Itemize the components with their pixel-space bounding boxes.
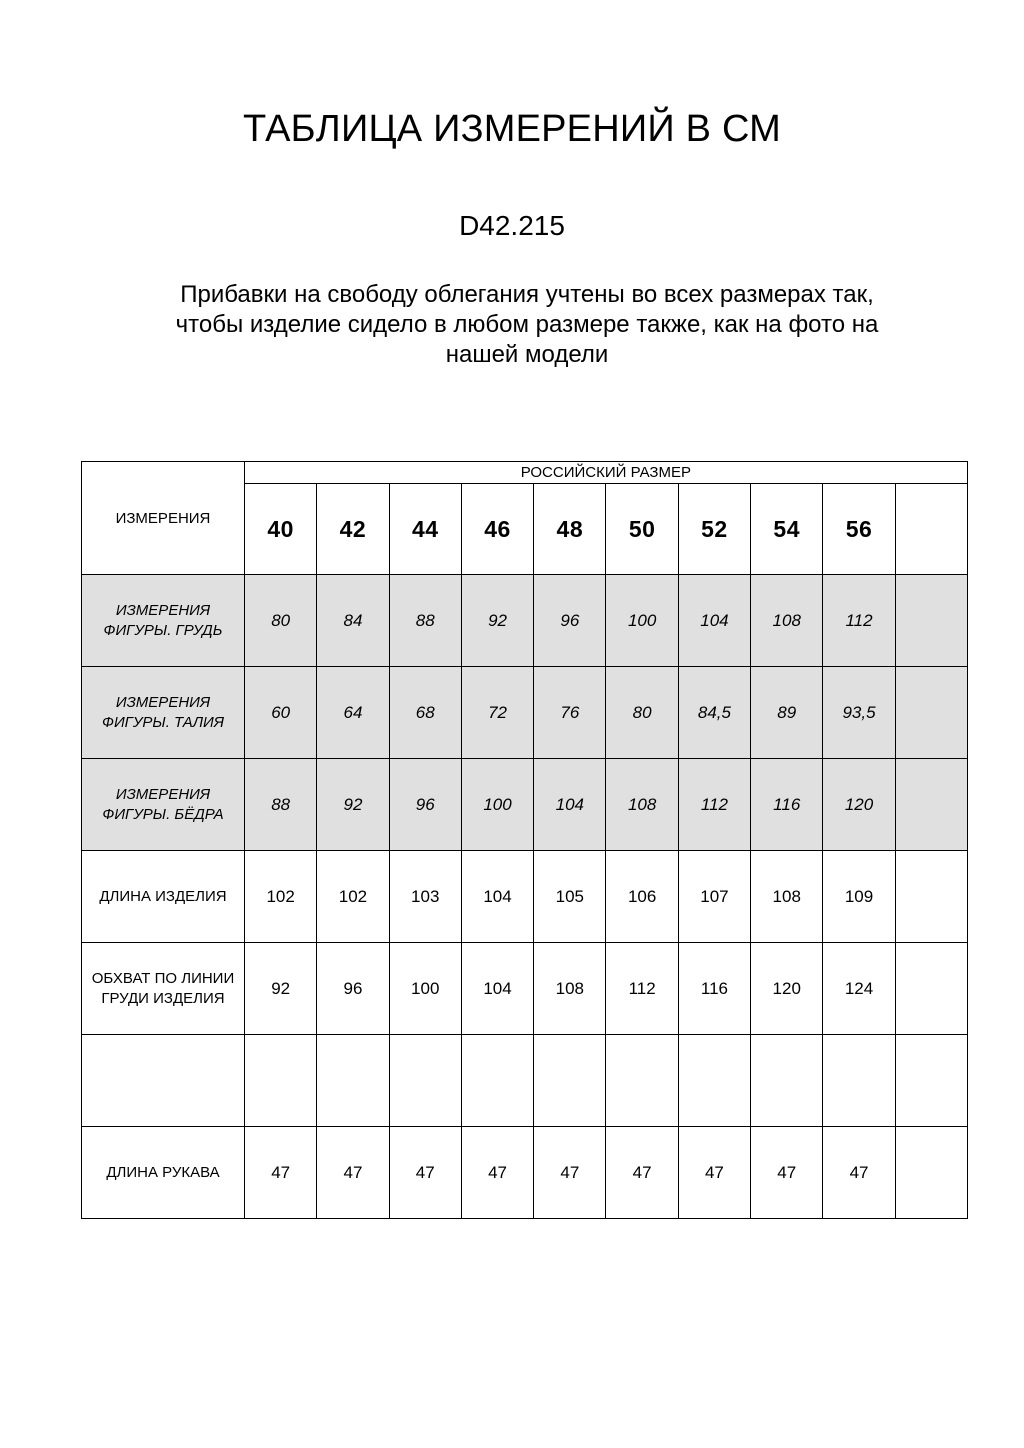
table-cell <box>895 759 967 851</box>
table-cell: 107 <box>678 851 750 943</box>
table-cell: 100 <box>606 575 678 667</box>
table-cell: 84,5 <box>678 667 750 759</box>
table-cell: 104 <box>678 575 750 667</box>
size-header-cell: 50 <box>606 484 678 575</box>
size-header-cell: 46 <box>461 484 533 575</box>
row-label: ИЗМЕРЕНИЯ ФИГУРЫ. ТАЛИЯ <box>82 667 245 759</box>
table-row <box>82 667 968 759</box>
table-cell <box>678 1035 750 1127</box>
table-cell: 93,5 <box>823 667 895 759</box>
table-cell: 96 <box>389 759 461 851</box>
table-cell <box>895 1035 967 1127</box>
table-cell: 116 <box>751 759 823 851</box>
table-cell: 100 <box>461 759 533 851</box>
table-cell: 47 <box>678 1127 750 1219</box>
size-table-body <box>82 575 968 1219</box>
table-row <box>82 851 968 943</box>
table-cell: 120 <box>823 759 895 851</box>
table-row <box>82 1127 968 1219</box>
table-cell: 96 <box>317 943 389 1035</box>
table-cell: 72 <box>461 667 533 759</box>
table-cell <box>245 1035 317 1127</box>
row-label: ДЛИНА РУКАВА <box>82 1127 245 1219</box>
table-cell: 108 <box>534 943 606 1035</box>
size-header-cell: 48 <box>534 484 606 575</box>
table-row <box>82 575 968 667</box>
row-label: ИЗМЕРЕНИЯ ФИГУРЫ. ГРУДЬ <box>82 575 245 667</box>
table-cell: 96 <box>534 575 606 667</box>
table-cell: 47 <box>389 1127 461 1219</box>
table-cell <box>895 575 967 667</box>
table-cell: 112 <box>678 759 750 851</box>
table-cell: 47 <box>461 1127 533 1219</box>
row-label <box>82 1035 245 1127</box>
table-cell: 68 <box>389 667 461 759</box>
table-cell <box>389 1035 461 1127</box>
size-header-cell: 40 <box>245 484 317 575</box>
table-row <box>82 1035 968 1127</box>
table-cell: 106 <box>606 851 678 943</box>
size-header-cell: 56 <box>823 484 895 575</box>
table-cell <box>895 851 967 943</box>
table-cell: 47 <box>534 1127 606 1219</box>
size-header-cell: 42 <box>317 484 389 575</box>
size-header-cell: 54 <box>751 484 823 575</box>
fit-note-line: чтобы изделие сидело в любом размере также, как на фото на <box>175 311 879 338</box>
table-cell: 76 <box>534 667 606 759</box>
row-label: ДЛИНА ИЗДЕЛИЯ <box>82 851 245 943</box>
measurements-header: ИЗМЕРЕНИЯ <box>82 462 245 575</box>
table-cell: 47 <box>606 1127 678 1219</box>
table-cell <box>606 1035 678 1127</box>
table-cell: 64 <box>317 667 389 759</box>
row-label: ОБХВАТ ПО ЛИНИИ ГРУДИ ИЗДЕЛИЯ <box>82 943 245 1035</box>
table-cell: 92 <box>461 575 533 667</box>
table-cell: 124 <box>823 943 895 1035</box>
fit-note <box>90 280 964 370</box>
table-cell: 102 <box>245 851 317 943</box>
product-code: D42.215 <box>459 210 565 241</box>
table-cell: 108 <box>751 851 823 943</box>
table-cell <box>534 1035 606 1127</box>
table-cell: 104 <box>461 943 533 1035</box>
table-cell: 112 <box>823 575 895 667</box>
table-cell: 108 <box>751 575 823 667</box>
table-cell: 116 <box>678 943 750 1035</box>
table-cell: 104 <box>534 759 606 851</box>
table-cell: 84 <box>317 575 389 667</box>
page-title: ТАБЛИЦА ИЗМЕРЕНИЙ В СМ <box>242 108 782 150</box>
table-cell <box>751 1035 823 1127</box>
table-cell: 80 <box>245 575 317 667</box>
table-row <box>82 943 968 1035</box>
size-group-header-row <box>82 462 968 484</box>
size-table <box>81 461 968 1219</box>
size-group-header: РОССИЙСКИЙ РАЗМЕР <box>245 462 968 484</box>
table-cell: 80 <box>606 667 678 759</box>
table-cell: 88 <box>389 575 461 667</box>
table-cell: 88 <box>245 759 317 851</box>
table-cell: 108 <box>606 759 678 851</box>
table-cell: 89 <box>751 667 823 759</box>
table-cell <box>317 1035 389 1127</box>
table-cell: 60 <box>245 667 317 759</box>
table-cell: 112 <box>606 943 678 1035</box>
size-header-cell <box>895 484 967 575</box>
table-row <box>82 759 968 851</box>
table-cell: 120 <box>751 943 823 1035</box>
fit-note-line: Прибавки на свободу облегания учтены во всех размерах так, <box>180 281 874 308</box>
table-cell <box>895 1127 967 1219</box>
table-cell: 100 <box>389 943 461 1035</box>
table-cell: 47 <box>245 1127 317 1219</box>
size-header-cell: 52 <box>678 484 750 575</box>
table-cell <box>461 1035 533 1127</box>
table-cell: 103 <box>389 851 461 943</box>
table-cell: 92 <box>245 943 317 1035</box>
table-cell: 109 <box>823 851 895 943</box>
table-cell <box>895 943 967 1035</box>
table-cell: 47 <box>751 1127 823 1219</box>
table-cell <box>823 1035 895 1127</box>
table-cell: 47 <box>317 1127 389 1219</box>
row-label: ИЗМЕРЕНИЯ ФИГУРЫ. БЁДРА <box>82 759 245 851</box>
fit-note-line: нашей модели <box>445 341 609 368</box>
table-cell: 47 <box>823 1127 895 1219</box>
table-cell: 102 <box>317 851 389 943</box>
table-cell: 92 <box>317 759 389 851</box>
size-header-cell: 44 <box>389 484 461 575</box>
table-cell <box>895 667 967 759</box>
table-cell: 105 <box>534 851 606 943</box>
table-cell: 104 <box>461 851 533 943</box>
